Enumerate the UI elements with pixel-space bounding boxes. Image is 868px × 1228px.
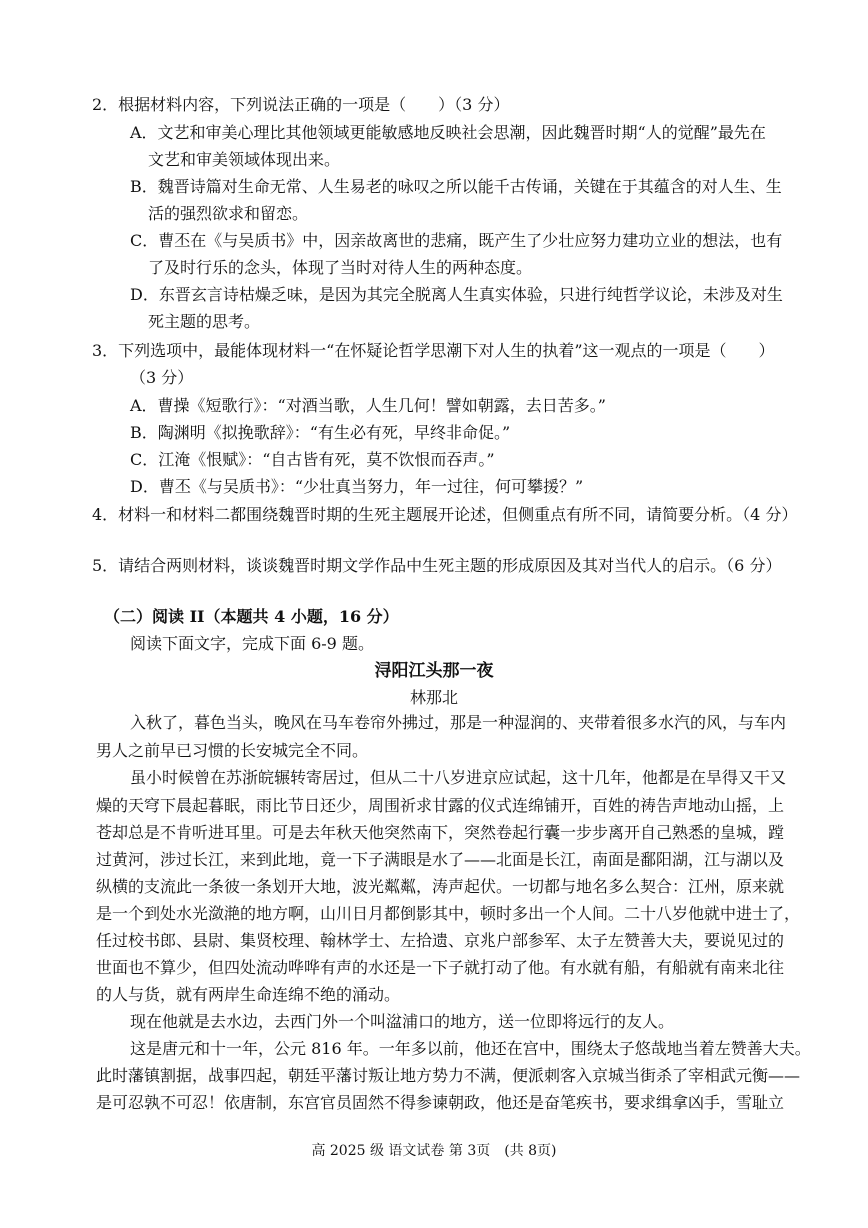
question-2-option-d: D．东晋玄言诗枯燥乏味，是因为其完全脱离人生真实体验，只进行纯哲学议论，未涉及对生 (130, 285, 783, 304)
question-3-option-c: C．江淹《恨赋》：“自古皆有死，莫不饮恨而吞声。” (130, 450, 495, 469)
section-heading: （二）阅读 II（本题共 4 小题，16 分） (104, 607, 399, 626)
article-line: 此时藩镇割据，战事四起，朝廷平藩讨叛让地方势力不满，便派刺客入京城当街杀了宰相武元衡—— (96, 1066, 801, 1085)
question-2-option-b: B．魏晋诗篇对生命无常、人生易老的咏叹之所以能千古传诵，关键在于其蕴含的对人生、生 (130, 177, 782, 196)
question-2-option-b-cont: 活的强烈欲求和留恋。 (148, 204, 309, 223)
question-2-stem: 2．根据材料内容，下列说法正确的一项是（ ）（3 分） (92, 95, 510, 114)
question-3-option-b: B．陶渊明《拟挽歌辞》：“有生必有死，早终非命促。” (130, 423, 511, 442)
article-line: 这是唐元和十一年，公元 816 年。一年多以前，他还在宫中，围绕太子悠哉地当着左赞善大夫。 (130, 1039, 811, 1058)
article-line: 燥的天穹下晨起暮眠，雨比节日还少，周围祈求甘露的仪式连绵铺开，百姓的祷告声地动山摇，上 (96, 796, 785, 815)
question-2-option-a: A．文艺和审美心理比其他领域更能敏感地反映社会思潮，因此魏晋时期“人的觉醒”最先在 (130, 123, 766, 142)
article-line: 任过校书郎、县尉、集贤校理、翰林学士、左拾遗、京兆户部参军、太子左赞善大夫，要说见过的 (96, 931, 785, 950)
question-5: 5．请结合两则材料，谈谈魏晋时期文学作品中生死主题的形成原因及其对当代人的启示。（6 分） (92, 556, 782, 575)
page-footer: 高 2025 级 语文试卷 第 3页 (共 8页) (311, 1143, 557, 1159)
question-3-score: （3 分） (130, 368, 194, 387)
article-line: 纵横的支流此一条彼一条划开大地，波光粼粼，涛声起伏。一切都与地名多么契合：江州，原来就 (96, 877, 785, 896)
question-3-option-d: D．曹丕《与吴质书》：“少壮真当努力，年一过往，何可攀援？” (130, 477, 584, 496)
question-3-stem: 3．下列选项中，最能体现材料一“在怀疑论哲学思潮下对人生的执着”这一观点的一项是（ ） (92, 341, 775, 360)
article-line: 是可忍孰不可忍！依唐制，东宫官员固然不得参谏朝政，他还是奋笔疾书，要求缉拿凶手，雪耻立 (96, 1093, 785, 1112)
article-line: 是一个到处水光潋滟的地方啊，山川日月都倒影其中，顿时多出一个人间。二十八岁他就中进士了， (96, 904, 801, 923)
article-line: 男人之前早已习惯的长安城完全不同。 (96, 741, 369, 760)
article-line: 过黄河，涉过长江，来到此地，竟一下子满眼是水了——北面是长江，南面是鄱阳湖，江与湖以及 (96, 850, 785, 869)
question-3-option-a: A．曹操《短歌行》：“对酒当歌，人生几何！譬如朝露，去日苦多。” (130, 396, 606, 415)
article-line: 入秋了，暮色当头，晚风在马车卷帘外拂过，那是一种湿润的、夹带着很多水汽的风，与车内 (130, 713, 787, 732)
article-line: 虽小时候曾在苏浙皖辗转寄居过，但从二十八岁进京应试起，这十几年，他都是在旱得又干又 (130, 768, 787, 787)
article-line: 苍却总是不肯听进耳里。可是去年秋天他突然南下，突然卷起行囊一步步离开自己熟悉的皇城，蹚 (96, 823, 785, 842)
article-line: 的人与货，就有两岸生命连绵不绝的涌动。 (96, 985, 401, 1004)
question-2-option-a-cont: 文艺和审美领域体现出来。 (148, 150, 341, 169)
article-line: 世面也不算少，但四处流动哗哗有声的水还是一下子就打动了他。有水就有船，有船就有南来北往 (96, 958, 785, 977)
question-2-option-d-cont: 死主题的思考。 (148, 312, 261, 331)
article-author: 林那北 (409, 688, 458, 707)
question-4: 4．材料一和材料二都围绕魏晋时期的生死主题展开论述，但侧重点有所不同，请简要分析。（4 分） (92, 505, 798, 524)
article-title: 浔阳江头那一夜 (374, 661, 494, 681)
question-2-option-c-cont: 了及时行乐的念头，体现了当时对待人生的两种态度。 (148, 258, 533, 277)
section-instruction: 阅读下面文字，完成下面 6-9 题。 (130, 634, 374, 653)
question-2-option-c: C．曹丕在《与吴质书》中，因亲故离世的悲痛，既产生了少壮应努力建功立业的想法，也有 (130, 231, 783, 250)
article-line: 现在他就是去水边，去西门外一个叫湓浦口的地方，送一位即将远行的友人。 (130, 1012, 675, 1031)
